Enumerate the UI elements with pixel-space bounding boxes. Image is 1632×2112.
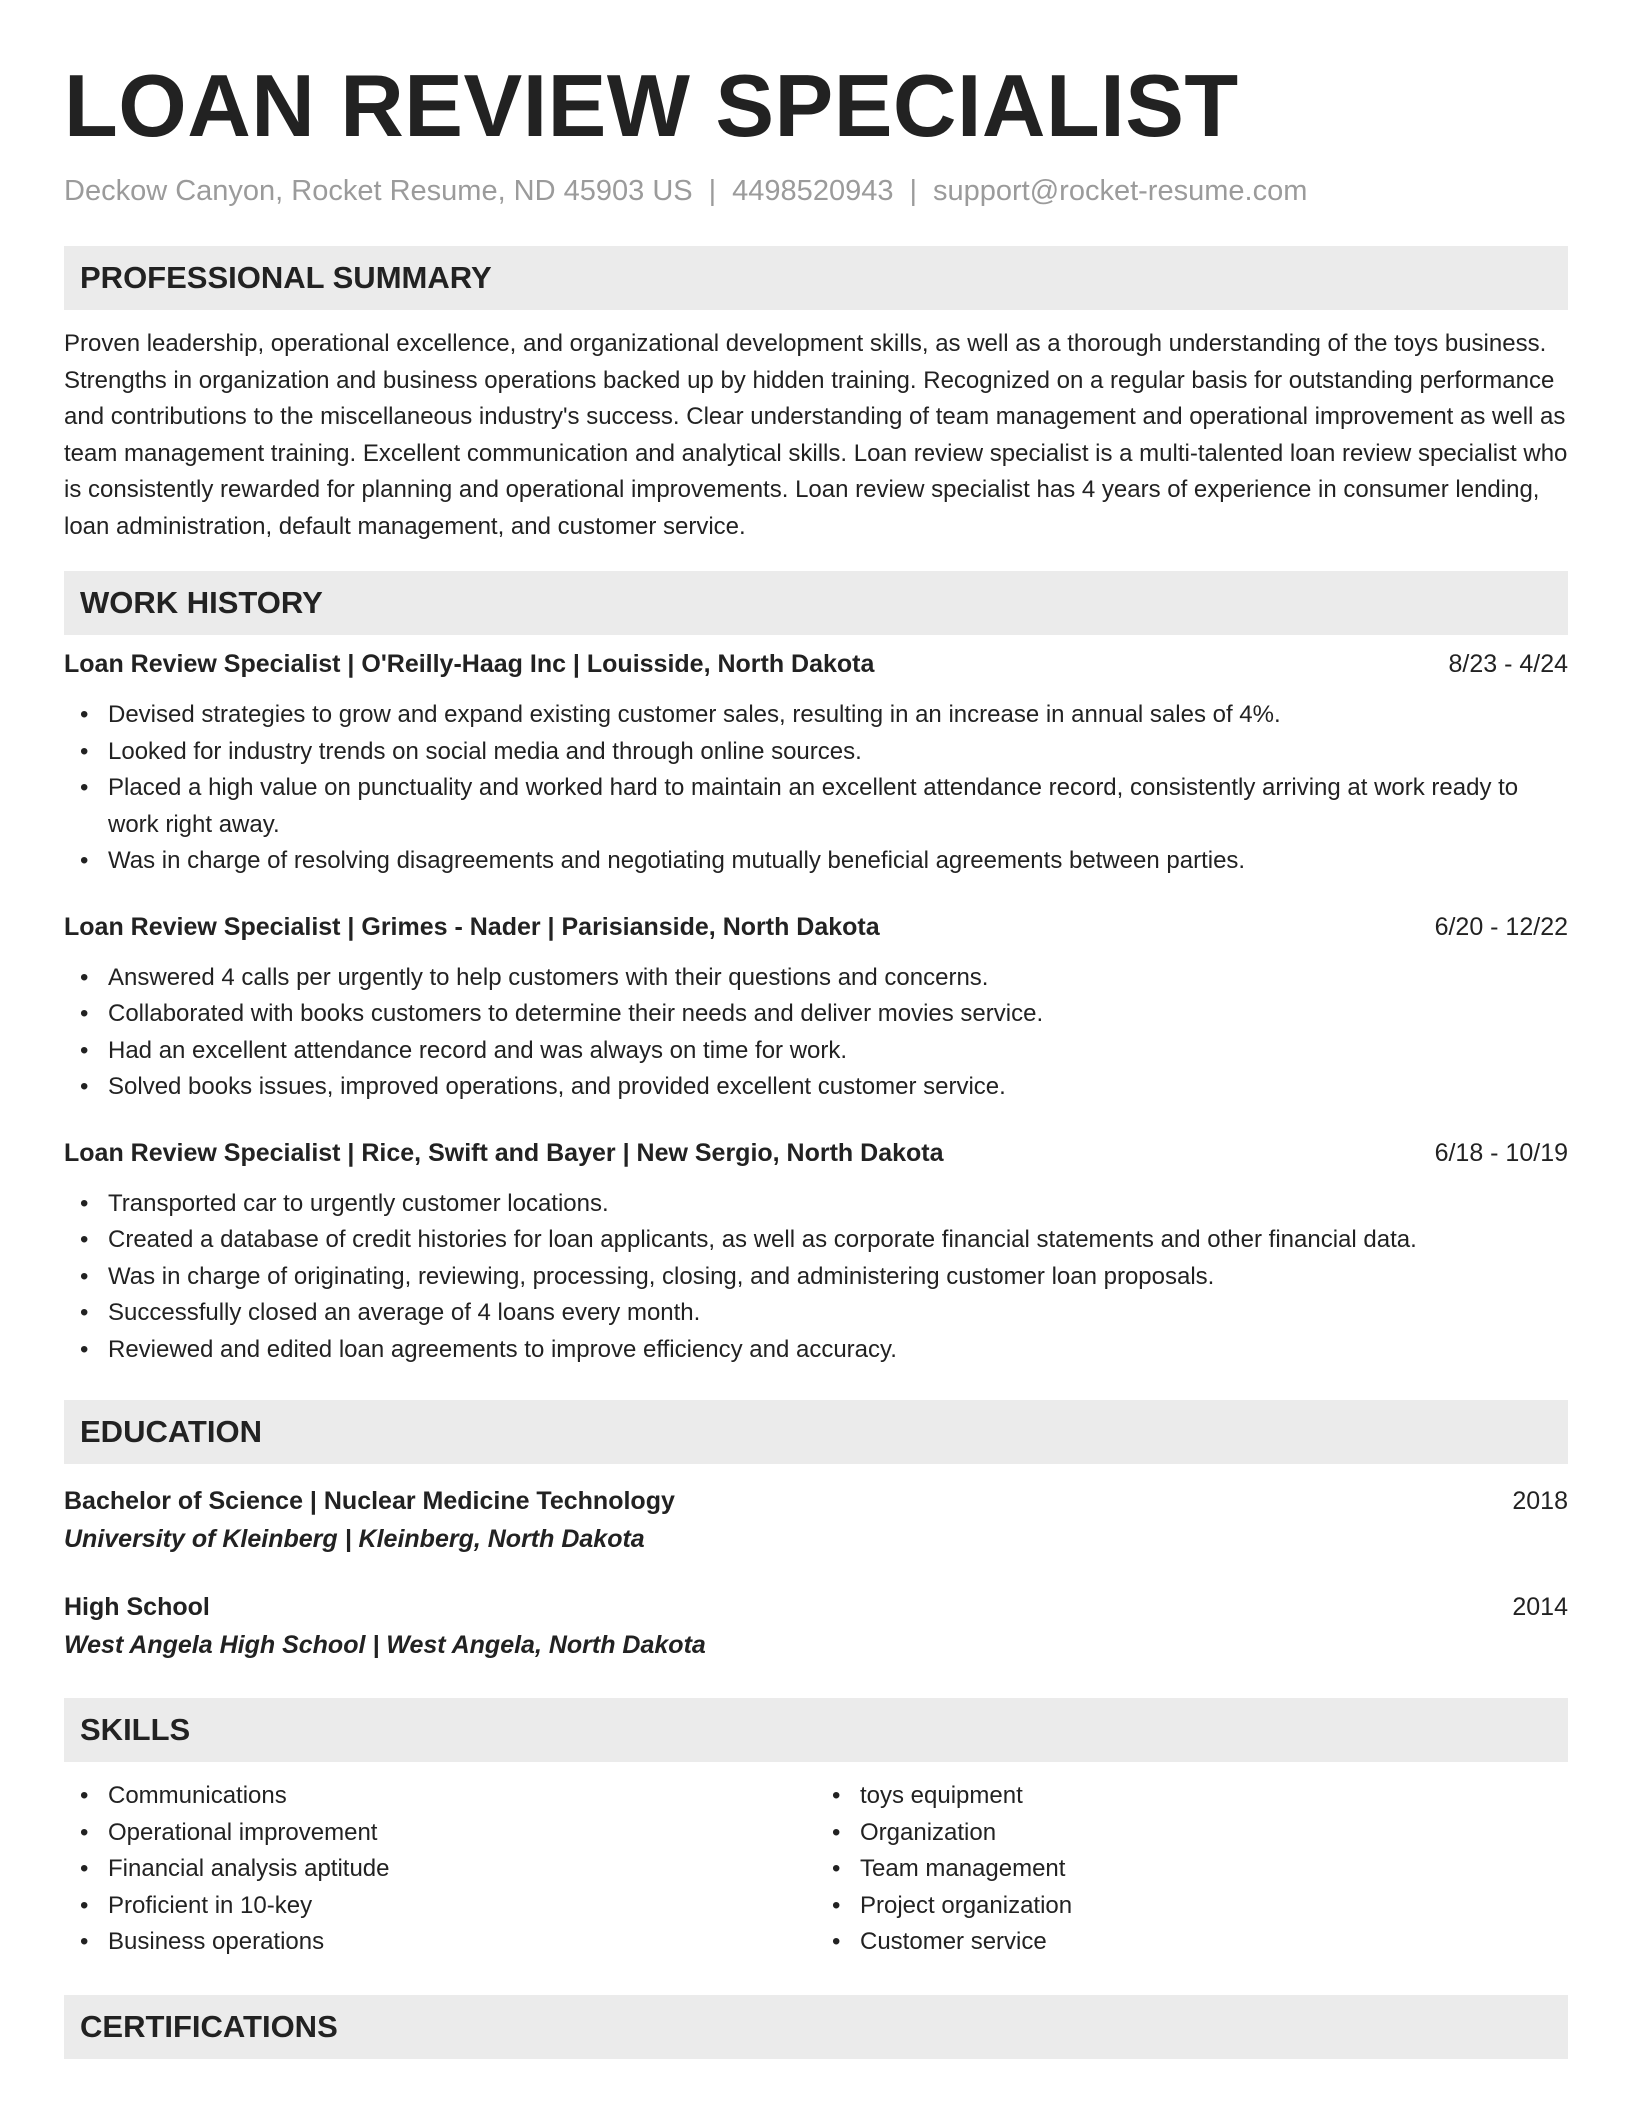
list-item: • Communications: [64, 1778, 816, 1815]
education-year: 2018: [1512, 1487, 1568, 1515]
list-item: • Customer service: [816, 1924, 1568, 1961]
list-item: • Operational improvement: [64, 1815, 816, 1852]
list-item: • Was in charge of resolving disagreements and negotiating mutually beneficial agreements between parties.: [64, 843, 1568, 880]
education-header: [64, 1484, 1568, 1518]
list-item: • Team management: [816, 1851, 1568, 1888]
education-school: University of Kleinberg | Kleinberg, North Dakota: [64, 1525, 645, 1553]
section-header-education: EDUCATION: [64, 1400, 1568, 1464]
list-item: • Was in charge of originating, reviewing, processing, closing, and administering customer loan proposals.: [64, 1259, 1568, 1296]
resume-name: LOAN REVIEW SPECIALIST: [64, 56, 1239, 155]
job-header: [64, 1136, 1568, 1170]
list-item: • Had an excellent attendance record and was always on time for work.: [64, 1033, 1568, 1070]
skills-column-left: [64, 1778, 816, 1961]
job-title: Loan Review Specialist | Rice, Swift and Bayer | New Sergio, North Dakota: [64, 1138, 944, 1167]
job-dates: 6/20 - 12/22: [1434, 912, 1568, 941]
education-entry: [64, 1484, 1568, 1556]
skills-column-right: [816, 1778, 1568, 1961]
education-school: West Angela High School | West Angela, North Dakota: [64, 1631, 706, 1659]
list-item: • Organization: [816, 1815, 1568, 1852]
list-item: • Solved books issues, improved operations, and provided excellent customer service.: [64, 1069, 1568, 1106]
section-header-skills: SKILLS: [64, 1698, 1568, 1762]
list-item: • Financial analysis aptitude: [64, 1851, 816, 1888]
job-bullets: [64, 1186, 1568, 1369]
job-entry: [64, 1136, 1568, 1369]
list-item: • Transported car to urgently customer locations.: [64, 1186, 1568, 1223]
contact-line: [64, 174, 1568, 208]
list-item: • toys equipment: [816, 1778, 1568, 1815]
contact-address: Deckow Canyon, Rocket Resume, ND 45903 US: [64, 175, 693, 207]
job-bullets: [64, 697, 1568, 880]
list-item: • Placed a high value on punctuality and worked hard to maintain an excellent attendance record, consistently arriving at work ready to work right away.: [64, 770, 1568, 843]
job-title: Loan Review Specialist | Grimes - Nader | Parisianside, North Dakota: [64, 912, 880, 941]
contact-phone: 4498520943: [732, 175, 894, 207]
job-header: [64, 910, 1568, 944]
contact-separator: |: [708, 175, 717, 207]
education-degree: Bachelor of Science | Nuclear Medicine Technology: [64, 1487, 675, 1515]
contact-separator: |: [909, 175, 918, 207]
job-header: [64, 647, 1568, 681]
education-degree: High School: [64, 1593, 210, 1621]
job-bullets: [64, 960, 1568, 1106]
list-item: • Devised strategies to grow and expand existing customer sales, resulting in an increase in annual sales of 4%.: [64, 697, 1568, 734]
list-item: • Business operations: [64, 1924, 816, 1961]
list-item: • Created a database of credit histories for loan applicants, as well as corporate financial statements and other financial data.: [64, 1222, 1568, 1259]
list-item: • Looked for industry trends on social media and through online sources.: [64, 734, 1568, 771]
job-entry: [64, 647, 1568, 880]
summary-text: Proven leadership, operational excellence, and organizational development skills, as well as a thorough understanding of the toys business. Strengths in organization and business operations backed up by hidden training. Recognized on a regular basis for outstanding performance and contributions to the miscellaneous industry's success. Clear understanding of team management and operational improvement as well as team management training. Excellent communication and analytical skills. Loan review specialist is a multi-talented loan review specialist who is consistently rewarded for planning and operational improvements. Loan review specialist has 4 years of experience in consumer lending, loan administration, default management, and customer service.: [64, 330, 1568, 540]
job-entry: [64, 910, 1568, 1106]
list-item: • Proficient in 10-key: [64, 1888, 816, 1925]
list-item: • Project organization: [816, 1888, 1568, 1925]
education-header: [64, 1590, 1568, 1624]
section-header-work-history: WORK HISTORY: [64, 571, 1568, 635]
education-entry: [64, 1590, 1568, 1662]
skills-list: [64, 1778, 1568, 1961]
contact-email: support@rocket-resume.com: [933, 175, 1308, 207]
education-year: 2014: [1512, 1593, 1568, 1621]
section-header-certifications: CERTIFICATIONS: [64, 1995, 1568, 2059]
section-header-summary: PROFESSIONAL SUMMARY: [64, 246, 1568, 310]
list-item: • Successfully closed an average of 4 loans every month.: [64, 1295, 1568, 1332]
job-dates: 8/23 - 4/24: [1448, 650, 1568, 678]
list-item: • Answered 4 calls per urgently to help customers with their questions and concerns.: [64, 960, 1568, 997]
list-item: • Collaborated with books customers to determine their needs and deliver movies service.: [64, 996, 1568, 1033]
list-item: • Reviewed and edited loan agreements to improve efficiency and accuracy.: [64, 1332, 1568, 1369]
job-dates: 6/18 - 10/19: [1434, 1138, 1568, 1167]
job-title: Loan Review Specialist | O'Reilly-Haag Inc | Louisside, North Dakota: [64, 650, 875, 678]
